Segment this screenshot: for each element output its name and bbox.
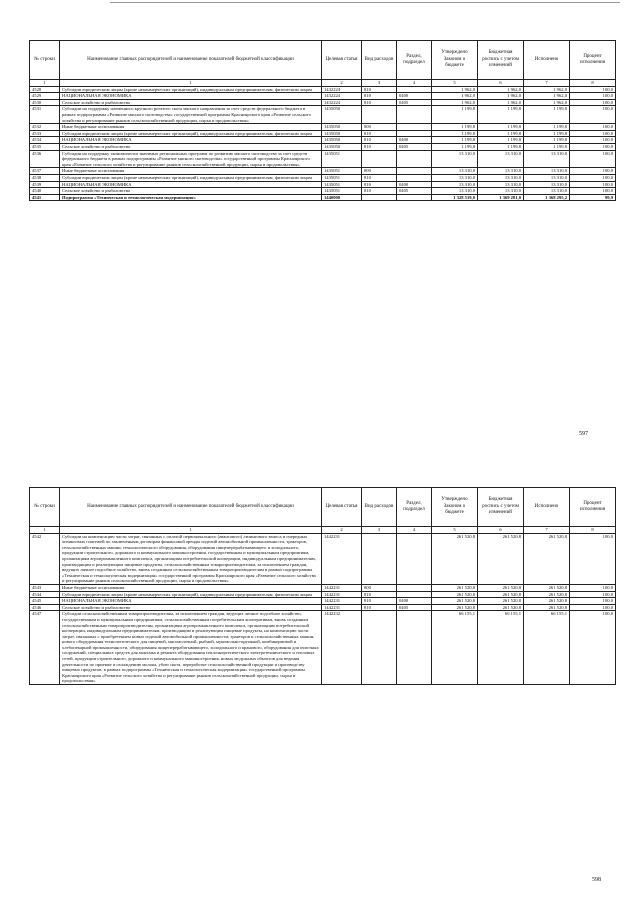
row-name: Иные бюджетные ассигнования [60, 168, 322, 175]
table-row [30, 188, 616, 195]
row-expense-type [362, 106, 397, 124]
row-section: 0405 [397, 604, 432, 611]
row-target-article: 1440000 [322, 194, 362, 201]
col-index: 5 [432, 80, 478, 87]
row-executed: 261 520,8 [524, 533, 570, 584]
top-edge-line [110, 2, 620, 3]
row-budget-listing: 261 520,8 [478, 598, 524, 605]
col-index: 2 [322, 80, 362, 87]
row-approved: 261 520,8 [432, 591, 478, 598]
row-target-article: 1435050 [322, 130, 362, 137]
row-budget-listing: 1 199,8 [478, 130, 524, 137]
row-name: НАЦИОНАЛЬНАЯ ЭКОНОМИКА [60, 137, 322, 144]
row-percent: 99,9 [570, 194, 616, 201]
col-index: 1 [60, 80, 322, 87]
row-target-article: 1442231 [322, 584, 362, 591]
row-executed: 1 199,8 [524, 106, 570, 124]
header-budget-listing: Бюджетная роспись с учетом изменений [478, 41, 524, 80]
row-name: Субсидии на поддержку племенного крупного рогатого скота мясного направления за счет средств федерального бюджета в рамках подпрограммы «Развитие мясного скотоводства» государственной программы Красноярского края «Развитие сельского хозяйства и регулирование рынков сельскохозяйственной продукции, сырья и продовольствия» [60, 106, 322, 124]
row-section [397, 194, 432, 201]
col-index: 8 [570, 527, 616, 534]
budget-table-page-598 [29, 487, 616, 685]
row-number: 4529 [30, 93, 60, 100]
row-target-article: 1442231 [322, 591, 362, 598]
row-section: 0405 [397, 188, 432, 195]
table-row [30, 124, 616, 131]
row-budget-listing: 1 962,0 [478, 93, 524, 100]
row-expense-type: 810 [362, 591, 397, 598]
col-index: 7 [524, 527, 570, 534]
row-number: 4537 [30, 168, 60, 175]
row-percent: 100,0 [570, 604, 616, 611]
row-approved: 13 310,0 [432, 174, 478, 181]
row-section [397, 106, 432, 124]
row-number: 4528 [30, 86, 60, 93]
row-target-article: 1442232 [322, 611, 362, 685]
row-executed: 1 962,0 [524, 86, 570, 93]
row-name: Субсидии на поддержку экономически значимых региональных программ по развитию мясного скотоводства за счет средств федерального бюджета в рамках подпрограммы «Развитие мясного скотоводства» государственной программы Красноярского края «Развитие сельского хозяйства и регулирование рынков сельскохозяйственной продукции, сырья и продовольствия» [60, 150, 322, 168]
row-expense-type [362, 533, 397, 584]
row-expense-type: 810 [362, 86, 397, 93]
row-expense-type: 800 [362, 584, 397, 591]
row-percent: 100,0 [570, 150, 616, 168]
row-approved: 1 328 519,0 [432, 194, 478, 201]
row-approved: 1 199,8 [432, 124, 478, 131]
row-number: 4540 [30, 188, 60, 195]
table-row [30, 604, 616, 611]
row-budget-listing: 1 199,8 [478, 143, 524, 150]
table-row [30, 194, 616, 201]
row-expense-type: 810 [362, 137, 397, 144]
row-approved: 1 962,0 [432, 99, 478, 106]
row-executed: 13 310,0 [524, 181, 570, 188]
page-597-table-container [29, 40, 615, 201]
row-number: 4544 [30, 591, 60, 598]
row-name: НАЦИОНАЛЬНАЯ ЭКОНОМИКА [60, 598, 322, 605]
row-percent: 100,0 [570, 93, 616, 100]
row-number: 4539 [30, 181, 60, 188]
row-budget-listing: 13 310,0 [478, 181, 524, 188]
row-budget-listing: 261 520,8 [478, 584, 524, 591]
row-name: Сельское хозяйство и рыболовство [60, 604, 322, 611]
col-index: 4 [397, 80, 432, 87]
row-target-article: 1435050 [322, 124, 362, 131]
row-executed: 13 310,0 [524, 168, 570, 175]
table-row [30, 598, 616, 605]
table-row [30, 181, 616, 188]
row-approved: 261 520,8 [432, 598, 478, 605]
row-budget-listing: 261 520,8 [478, 591, 524, 598]
header-approved: Утверждено Законом о бюджете [432, 41, 478, 80]
row-section [397, 168, 432, 175]
row-section: 0400 [397, 181, 432, 188]
table-row [30, 143, 616, 150]
row-approved: 261 520,8 [432, 533, 478, 584]
column-index-row [30, 80, 616, 87]
row-expense-type: 810 [362, 174, 397, 181]
header-section: Раздел, подраздел [397, 488, 432, 527]
row-section [397, 611, 432, 685]
table-row [30, 168, 616, 175]
row-target-article: 1435050 [322, 106, 362, 124]
row-executed: 13 310,0 [524, 174, 570, 181]
row-target-article: 1435051 [322, 174, 362, 181]
header-percent: Процент исполнения [570, 488, 616, 527]
table-row [30, 86, 616, 93]
row-name: Подпрограмма «Техническая и технологическая модернизация» [60, 194, 322, 201]
col-index: 6 [478, 80, 524, 87]
col-index: 8 [570, 80, 616, 87]
row-percent: 100,0 [570, 174, 616, 181]
row-expense-type: 810 [362, 99, 397, 106]
table-row [30, 611, 616, 685]
table-row [30, 106, 616, 124]
row-name: Субсидии юридическим лицам (кроме некоммерческих организаций), индивидуальным предпринимателям, физическим лицам [60, 591, 322, 598]
row-name: Иные бюджетные ассигнования [60, 584, 322, 591]
table-header-row [30, 488, 616, 527]
row-percent: 100,0 [570, 137, 616, 144]
row-name: Сельское хозяйство и рыболовство [60, 99, 322, 106]
header-target-article: Целевая статья [322, 41, 362, 80]
header-name: Наименование главных распорядителей и наименование показателей бюджетной классификации [60, 488, 322, 527]
row-percent: 100,0 [570, 188, 616, 195]
row-section [397, 174, 432, 181]
row-target-article: 1432224 [322, 99, 362, 106]
row-budget-listing: 1 962,0 [478, 86, 524, 93]
table-row [30, 174, 616, 181]
row-percent: 100,0 [570, 143, 616, 150]
row-expense-type: 810 [362, 143, 397, 150]
row-approved: 1 199,8 [432, 130, 478, 137]
row-number: 4542 [30, 533, 60, 584]
row-percent: 100,0 [570, 130, 616, 137]
header-budget-listing: Бюджетная роспись с учетом изменений [478, 488, 524, 527]
column-index-row [30, 527, 616, 534]
row-expense-type: 800 [362, 124, 397, 131]
table-row [30, 137, 616, 144]
row-budget-listing: 13 310,0 [478, 188, 524, 195]
row-executed: 1 199,8 [524, 137, 570, 144]
row-approved: 1 962,0 [432, 93, 478, 100]
header-percent: Процент исполнения [570, 41, 616, 80]
row-target-article: 1435051 [322, 150, 362, 168]
header-executed: Исполнено [524, 488, 570, 527]
row-expense-type: 810 [362, 93, 397, 100]
row-expense-type: 810 [362, 181, 397, 188]
header-target-article: Целевая статья [322, 488, 362, 527]
row-expense-type: 810 [362, 130, 397, 137]
row-expense-type: 810 [362, 188, 397, 195]
table-body [30, 533, 616, 684]
row-executed: 1 962,0 [524, 99, 570, 106]
row-expense-type [362, 611, 397, 685]
row-target-article: 1432224 [322, 86, 362, 93]
row-executed: 1 199,8 [524, 124, 570, 131]
row-executed: 1 962,0 [524, 93, 570, 100]
row-approved: 13 310,0 [432, 188, 478, 195]
row-section: 0405 [397, 143, 432, 150]
row-percent: 100,0 [570, 86, 616, 93]
col-index: 1 [60, 527, 322, 534]
row-name: НАЦИОНАЛЬНАЯ ЭКОНОМИКА [60, 181, 322, 188]
row-budget-listing: 1 199,8 [478, 124, 524, 131]
page-number: 597 [579, 431, 588, 437]
row-section: 0400 [397, 137, 432, 144]
row-percent: 100,0 [570, 181, 616, 188]
header-expense-type: Вид расходов [362, 488, 397, 527]
row-budget-listing: 13 310,0 [478, 150, 524, 168]
row-percent: 100,0 [570, 611, 616, 685]
table-row [30, 533, 616, 584]
col-index: 6 [478, 527, 524, 534]
row-section [397, 150, 432, 168]
header-executed: Исполнено [524, 41, 570, 80]
row-name: Субсидии юридическим лицам (кроме некоммерческих организаций), индивидуальным предпринимателям, физическим лицам [60, 174, 322, 181]
header-row-number: № строки [30, 488, 60, 527]
row-number: 4531 [30, 106, 60, 124]
row-executed: 261 520,8 [524, 604, 570, 611]
table-row [30, 130, 616, 137]
row-name: Субсидии сельскохозяйственным товаропроизводителям, за исключением граждан, ведущих личное подсобное хозяйство, государственным и муниципальным предприятиям, сельскохозяйственным потребительским кооперативам, вновь созданным сельскохозяйственным товаропроизводителям, организациям агропромышленного комплекса, организациям потребительской кооперации, индивидуальным предпринимателям, производящим и реализующим пищевые продукты, на компенсацию части затрат, связанных с приобретением новых изделий автомобильной промышленности, тракторов и сельскохозяйственных машин, нового оборудования технологического для пищевой, мясомолочной, рыбной, мукомольно-крупяной, комбикормовой и хлебопекарной промышленности, оборудования пищеперерабатывающего, холодильного и кранового, оборудования для очистных сооружений, специальных средств для монтажа и ремонта оборудования теплоэнергетического электротехнического и тепловых сетей, продукции строительного, дорожного и коммунального машиностроения, новых модульных объектов для ведения деятельности по приемке и охлаждению молока, убою скота, переработке сельскохозяйственной продукции и производству пищевых продуктов, в рамках подпрограммы «Техническая и технологическая модернизация» государственной программы Красноярского края «Развитие сельского хозяйства и регулирование рынков сельскохозяйственной продукции, сырья и продовольствия» [60, 611, 322, 685]
row-section [397, 86, 432, 93]
row-budget-listing: 1 962,0 [478, 99, 524, 106]
row-executed: 261 520,8 [524, 584, 570, 591]
row-section [397, 533, 432, 584]
row-name: Субсидии на компенсацию части затрат, связанных с оплатой первоначального (авансового) лизингового взноса и очередных лизинговых платежей по заключенным договорам финансовой аренды изделий автомобильной промышленности, тракторов, сельскохозяйственных машин, технологического оборудования, оборудования пищеперерабатывающего и холодильного, продукции строительного, дорожного и коммунального машиностроения, государственным и муниципальным предприятиям, организациям агропромышленного комплекса, организациям потребительской кооперации, индивидуальным предпринимателям, производящим и реализующим пищевые продукты, сельскохозяйственным товаропроизводителям, за исключением граждан, ведущих личное подсобное хозяйство, вновь созданным сельскохозяйственным товаропроизводителям в рамках подпрограммы «Техническая и технологическая модернизация» государственной программы Красноярского края «Развитие сельского хозяйства и регулирование рынков сельскохозяйственной продукции, сырья и продовольствия» [60, 533, 322, 584]
row-budget-listing: 1 199,8 [478, 106, 524, 124]
row-section [397, 591, 432, 598]
table-body [30, 86, 616, 201]
row-section [397, 130, 432, 137]
row-number: 4530 [30, 99, 60, 106]
row-name: Сельское хозяйство и рыболовство [60, 188, 322, 195]
row-executed: 261 520,8 [524, 598, 570, 605]
table-row [30, 591, 616, 598]
row-name: НАЦИОНАЛЬНАЯ ЭКОНОМИКА [60, 93, 322, 100]
row-percent: 100,0 [570, 106, 616, 124]
page-598-table-container [29, 487, 615, 685]
row-approved: 1 199,8 [432, 106, 478, 124]
row-budget-listing: 1 369 281,0 [478, 194, 524, 201]
row-section: 0405 [397, 99, 432, 106]
table-header-row [30, 41, 616, 80]
row-budget-listing: 13 310,0 [478, 168, 524, 175]
col-index: 5 [432, 527, 478, 534]
col-index: 1 [30, 527, 60, 534]
header-row-number: № строки [30, 41, 60, 80]
row-approved: 261 520,8 [432, 604, 478, 611]
row-budget-listing: 66 155,1 [478, 611, 524, 685]
row-target-article: 1435050 [322, 137, 362, 144]
table-row [30, 93, 616, 100]
row-section: 0400 [397, 598, 432, 605]
row-expense-type: 810 [362, 598, 397, 605]
header-expense-type: Вид расходов [362, 41, 397, 80]
row-approved: 1 199,8 [432, 137, 478, 144]
col-index: 4 [397, 527, 432, 534]
col-index: 1 [30, 80, 60, 87]
row-expense-type [362, 194, 397, 201]
row-number: 4546 [30, 604, 60, 611]
row-number: 4541 [30, 194, 60, 201]
page-number: 598 [592, 877, 601, 883]
row-percent: 100,0 [570, 533, 616, 584]
row-name: Сельское хозяйство и рыболовство [60, 143, 322, 150]
col-index: 7 [524, 80, 570, 87]
row-executed: 13 310,0 [524, 150, 570, 168]
row-section [397, 124, 432, 131]
row-budget-listing: 1 199,8 [478, 137, 524, 144]
row-percent: 100,0 [570, 124, 616, 131]
row-executed: 1 199,8 [524, 130, 570, 137]
header-name: Наименование главных распорядителей и наименование показателей бюджетной классификации [60, 41, 322, 80]
row-approved: 261 520,8 [432, 584, 478, 591]
col-index: 3 [362, 527, 397, 534]
row-expense-type [362, 150, 397, 168]
row-budget-listing: 13 310,0 [478, 174, 524, 181]
col-index: 3 [362, 80, 397, 87]
row-approved: 13 310,0 [432, 181, 478, 188]
row-approved: 1 962,0 [432, 86, 478, 93]
row-number: 4536 [30, 150, 60, 168]
col-index: 2 [322, 527, 362, 534]
row-approved: 66 155,1 [432, 611, 478, 685]
header-approved: Утверждено Законом о бюджете [432, 488, 478, 527]
row-target-article: 1435051 [322, 168, 362, 175]
row-percent: 100,0 [570, 584, 616, 591]
row-executed: 1 368 295,2 [524, 194, 570, 201]
row-executed: 1 199,8 [524, 143, 570, 150]
row-target-article: 1442231 [322, 533, 362, 584]
row-expense-type: 800 [362, 168, 397, 175]
row-number: 4533 [30, 130, 60, 137]
table-row [30, 584, 616, 591]
row-percent: 100,0 [570, 99, 616, 106]
row-name: Субсидии юридическим лицам (кроме некоммерческих организаций), индивидуальным предпринимателям, физическим лицам [60, 86, 322, 93]
row-expense-type: 810 [362, 604, 397, 611]
row-target-article: 1442231 [322, 598, 362, 605]
row-budget-listing: 261 520,8 [478, 533, 524, 584]
row-target-article: 1442231 [322, 604, 362, 611]
row-executed: 13 310,0 [524, 188, 570, 195]
row-percent: 100,0 [570, 591, 616, 598]
row-target-article: 1435051 [322, 181, 362, 188]
header-section: Раздел, подраздел [397, 41, 432, 80]
row-percent: 100,0 [570, 598, 616, 605]
row-name: Субсидии юридическим лицам (кроме некоммерческих организаций), индивидуальным предпринимателям, физическим лицам [60, 130, 322, 137]
row-number: 4545 [30, 598, 60, 605]
row-budget-listing: 261 520,8 [478, 604, 524, 611]
table-row [30, 99, 616, 106]
row-approved: 13 310,0 [432, 168, 478, 175]
budget-table-page-597 [29, 40, 616, 201]
table-row [30, 150, 616, 168]
row-executed: 261 520,8 [524, 591, 570, 598]
row-approved: 13 310,0 [432, 150, 478, 168]
row-name: Иные бюджетные ассигнования [60, 124, 322, 131]
row-percent: 100,0 [570, 168, 616, 175]
row-number: 4532 [30, 124, 60, 131]
row-target-article: 1432224 [322, 93, 362, 100]
row-target-article: 1435050 [322, 143, 362, 150]
row-executed: 66 155,1 [524, 611, 570, 685]
row-approved: 1 199,8 [432, 143, 478, 150]
row-number: 4547 [30, 611, 60, 685]
row-number: 4535 [30, 143, 60, 150]
row-section: 0400 [397, 93, 432, 100]
row-section [397, 584, 432, 591]
row-number: 4538 [30, 174, 60, 181]
row-number: 4543 [30, 584, 60, 591]
row-number: 4534 [30, 137, 60, 144]
row-target-article: 1435051 [322, 188, 362, 195]
